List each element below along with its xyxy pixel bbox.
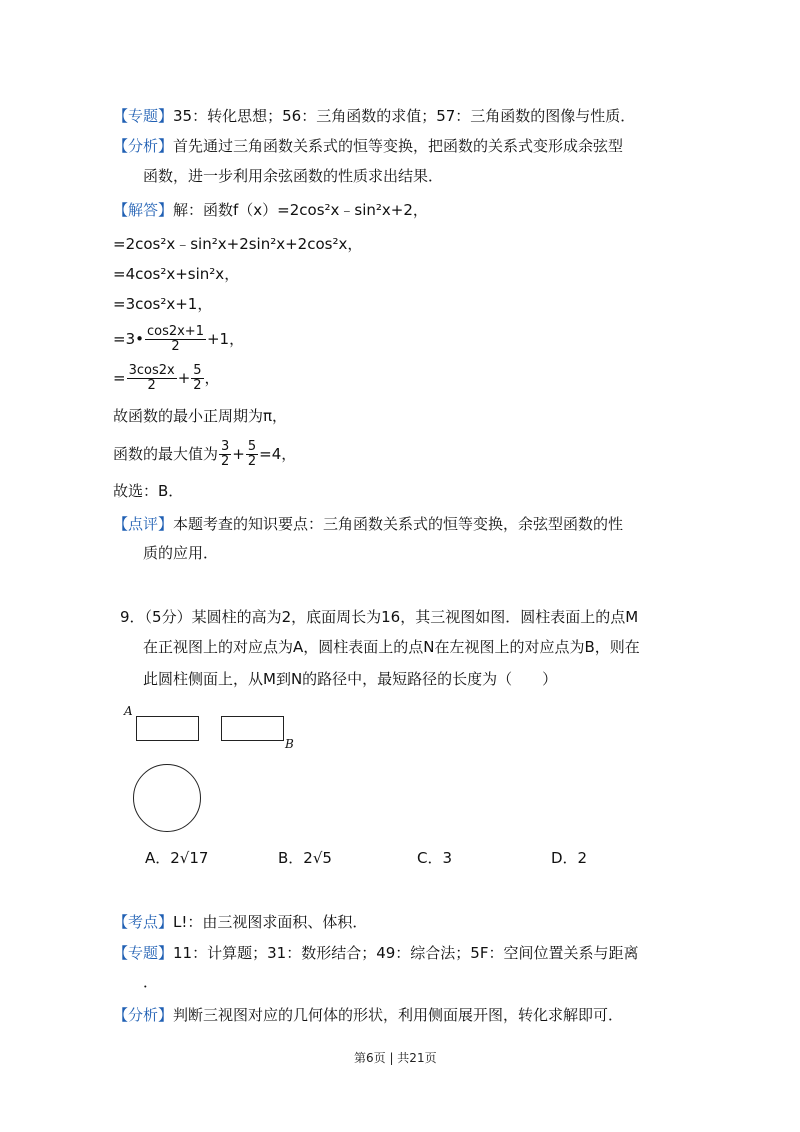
answer-line: 故选：B． [113,482,184,500]
fraction [219,440,231,469]
step-4-suffix: +1， [206,330,245,348]
fraction [246,440,258,469]
comment-tag: 【点评】 [113,515,174,533]
option-c: C．3 [417,849,453,867]
solution-line [113,200,428,220]
point-a-label: A [124,704,133,718]
comment-continuation: 质的应用． [143,544,219,562]
analysis-tag: 【分析】 [113,137,174,155]
max-suffix: =4， [259,445,297,463]
step-1: =2cos²x﹣sin²x+2sin²x+2cos²x， [113,235,363,253]
side-view-rect [221,716,284,741]
question-9-line-3: 此圆柱侧面上，从M到N的路径中，最短路径的长度为（ ） [143,670,558,688]
max-line [113,440,296,469]
analysis-line-1 [113,136,623,156]
analysis-tag: 【分析】 [113,1006,174,1024]
topic-line-2 [113,943,638,963]
step-3: =3cos²x+1， [113,295,213,313]
fraction [127,364,177,393]
solution-text: 解：函数f（x）=2cos²x﹣sin²x+2， [173,201,428,219]
option-d: D．2 [551,849,588,867]
step-5-prefix: = [113,369,126,387]
question-9-line-2: 在正视图上的对应点为A，圆柱表面上的点N在左视图上的对应点为B，则在 [143,638,640,656]
step-4-prefix: =3• [113,330,144,348]
analysis-text: 判断三视图对应的几何体的形状，利用侧面展开图，转化求解即可． [173,1006,624,1024]
plus-sign: + [177,369,191,387]
comment-text: 本题考查的知识要点：三角函数关系式的恒等变换，余弦型函数的性 [173,515,624,533]
fraction [191,364,203,393]
page-footer: 第6页 | 共21页 [354,1051,437,1065]
knowledge-tag: 【考点】 [113,913,174,931]
topic-tag: 【专题】 [113,107,174,125]
topic-tag: 【专题】 [113,944,174,962]
numerator: 3cos2x [128,363,175,378]
step-2: =4cos²x+sin²x， [113,265,240,283]
step-5 [113,364,220,393]
numerator: cos2x+1 [146,324,204,339]
option-a: A．2√17 [145,849,209,867]
step-4 [113,325,244,354]
knowledge-line [113,912,367,932]
max-prefix: 函数的最大值为 [113,445,219,463]
denominator: 2 [171,339,180,354]
front-view-rect [136,716,199,741]
topic-line-1 [113,106,635,126]
topic-text: 11：计算题；31：数形结合；49：综合法；5F：空间位置关系与距离 [173,944,639,962]
period-line: 故函数的最小正周期为π， [113,407,288,425]
analysis-text: 首先通过三角函数关系式的恒等变换，把函数的关系式变形成余弦型 [173,137,624,155]
solution-tag: 【解答】 [113,201,174,219]
numerator: 5 [247,439,257,454]
topic-continuation: ． [143,973,159,991]
topic-text: 35：转化思想；56：三角函数的求值；57：三角函数的图像与性质． [173,107,636,125]
analysis-continuation: 函数，进一步利用余弦函数的性质求出结果． [143,167,444,185]
analysis-line-2 [113,1005,623,1025]
plus-sign: + [232,445,245,463]
fraction [145,325,206,354]
knowledge-text: L!：由三视图求面积、体积． [173,913,368,931]
question-9-line-1: 9．（5分）某圆柱的高为2，底面周长为16，其三视图如图．圆柱表面上的点M [120,608,639,626]
denominator: 2 [221,454,230,469]
denominator: 2 [193,378,202,393]
numerator: 5 [193,363,202,378]
numerator: 3 [221,439,230,454]
denominator: 2 [147,378,156,393]
point-b-label: B [285,737,294,751]
comment-line [113,514,623,534]
step-5-suffix: ， [204,369,220,387]
denominator: 2 [247,454,257,469]
top-view-circle [133,764,201,832]
option-b: B．2√5 [278,849,332,867]
